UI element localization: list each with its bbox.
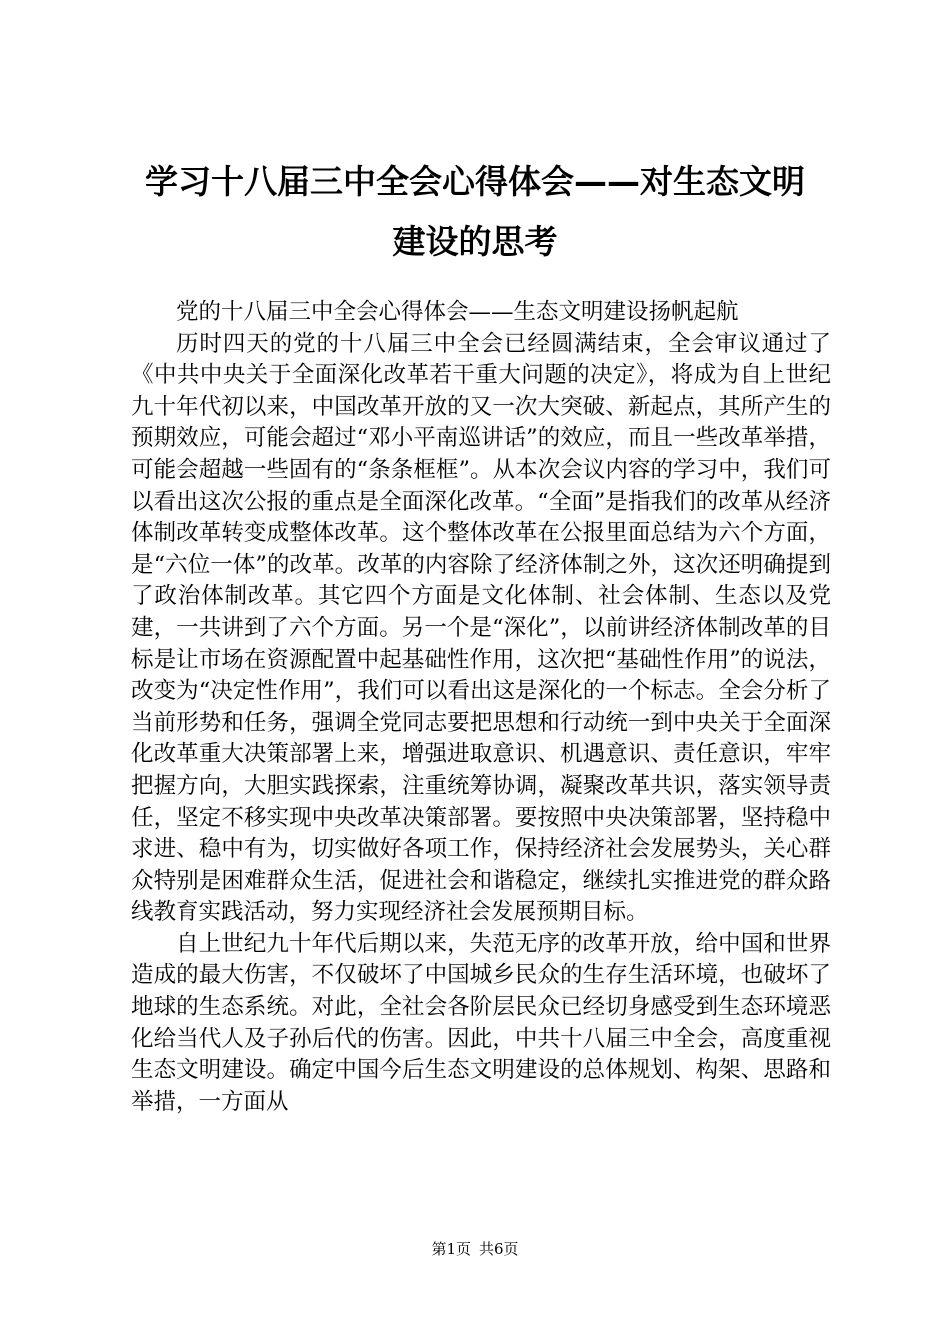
page-footer [0, 1239, 950, 1259]
document-title-line-1: 学习十八届三中全会心得体会——对生态文明 [145, 162, 805, 201]
paragraph-subtitle: 党的十八届三中全会心得体会——生态文明建设扬帆起航 [176, 299, 739, 325]
page-number-total: 共6页 [479, 1240, 519, 1258]
paragraph: 历时四天的党的十八届三中全会已经圆满结束，全会审议通过了《中共中央关于全面深化改革若干重大问题的决定》，将成为自上世纪九十年代初以来，中国改革开放的又一次大突破、新起点，其所产生的预期效应，可能会超过“邓小平南巡讲话”的效应，而且一些改革举措，可能会超越一些固有的“条条框框”。从本次会议内容的学习中，我们可以看出这次公报的重点是全面深化改革。“全面”是指我们的改革从经济体制改革转变成整体改革。这个整体改革在公报里面总结为六个方面，是“六位一体”的改革。改革的内容除了经济体制之外，这次还明确提到了政治体制改革。其它四个方面是文化体制、社会体制、生态以及党建，一共讲到了六个方面。另一个是“深化”，以前讲经济体制改革的目标是让市场在资源配置中起基础性作用，这次把“基础性作用”的说法，改变为“决定性作用”，我们可以看出这是深化的一个标志。全会分析了当前形势和任务，强调全党同志要把思想和行动统一到中央关于全面深化改革重大决策部署上来，增强进取意识、机遇意识、责任意识，牢牢把握方向，大胆实践探索，注重统筹协调，凝聚改革共识，落实领导责任，坚定不移实现中央改革决策部署。要按照中央决策部署，坚持稳中求进、稳中有为，切实做好各项工作，保持经济社会发展势头，关心群众特别是困难群众生活，促进社会和谐稳定，继续扎实推进党的群众路线教育实践活动，努力实现经济社会发展预期目标。 [131, 330, 831, 926]
document-title-line-2: 建设的思考 [392, 222, 558, 261]
paragraph: 自上世纪九十年代后期以来，失范无序的改革开放，给中国和世界造成的最大伤害，不仅破坏了中国城乡民众的生存生活环境，也破坏了地球的生态系统。对此，全社会各阶层民众已经切身感受到生态环境恶化给当代人及子孙后代的伤害。因此，中共十八届三中全会，高度重视生态文明建设。确定中国今后生态文明建设的总体规划、构架、思路和举措，一方面从 [131, 930, 831, 1115]
page-number-current: 第1页 [431, 1240, 471, 1258]
document-body [131, 297, 831, 1118]
